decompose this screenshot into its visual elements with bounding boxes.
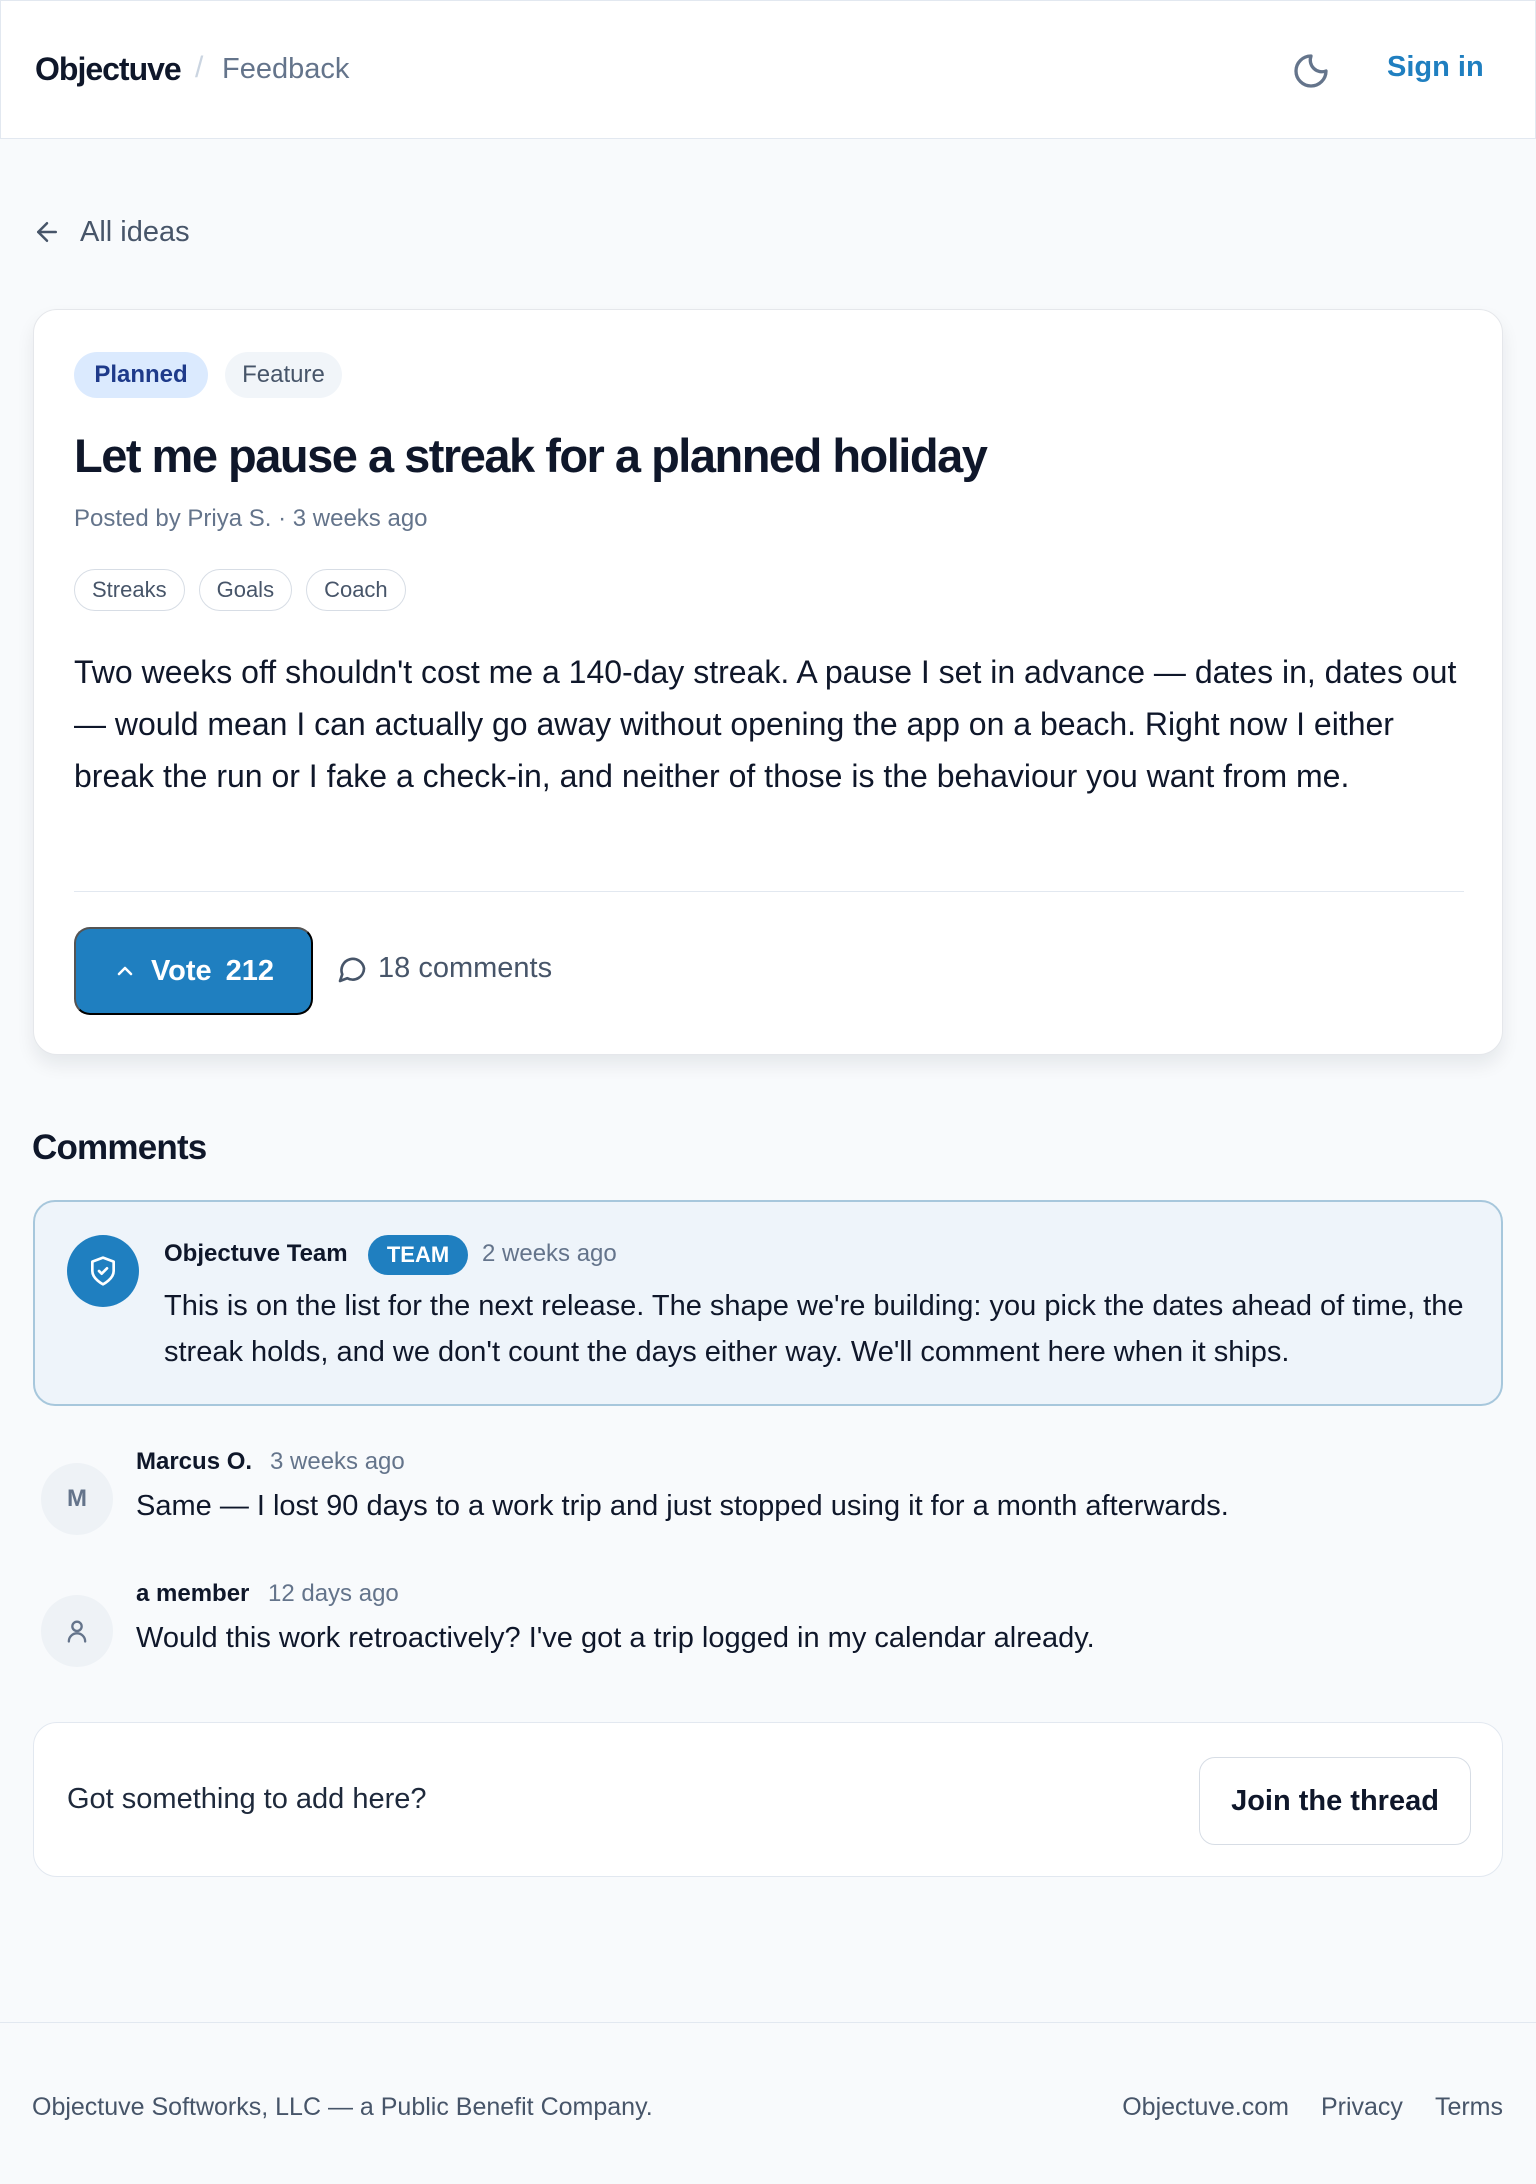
- tag-chip[interactable]: Streaks: [74, 569, 185, 611]
- comments-heading: Comments: [32, 1128, 207, 1167]
- avatar: M: [41, 1463, 113, 1535]
- team-comment: [33, 1200, 1503, 1406]
- brand-logo[interactable]: Objectuve: [35, 51, 181, 87]
- comment-author: Objectuve Team: [164, 1240, 348, 1267]
- vote-button[interactable]: [74, 927, 313, 1015]
- avatar: [41, 1595, 113, 1667]
- tag-chip[interactable]: Goals: [199, 569, 292, 611]
- moon-icon[interactable]: [1291, 51, 1331, 91]
- type-badge: Feature: [225, 352, 342, 398]
- vote-label: Vote: [150, 954, 212, 987]
- join-thread-panel: [33, 1722, 1503, 1877]
- breadcrumb-feedback[interactable]: Feedback: [222, 53, 350, 85]
- comments-count-link[interactable]: [336, 952, 552, 985]
- tag-chip[interactable]: Coach: [306, 569, 406, 611]
- divider: [74, 891, 1464, 892]
- vote-count: 212: [225, 954, 275, 987]
- comment-item: [33, 1580, 1503, 1670]
- comment-text: Would this work retroactively? I've got a trip logged in my calendar already.: [136, 1622, 1095, 1654]
- comment-author: Marcus O.: [136, 1448, 253, 1475]
- site-header: [0, 0, 1536, 139]
- comment-text: This is on the list for the next release. The shape we're building: you pick the dates ahead of time, the streak holds, and we don't count the days either way. We'll comment here when it ships.: [164, 1290, 1464, 1368]
- arrow-left-icon: [32, 217, 62, 247]
- comment-text: Same — I lost 90 days to a work trip and just stopped using it for a month afterwards.: [136, 1490, 1229, 1522]
- comment-time: 2 weeks ago: [482, 1240, 617, 1267]
- comment-author: a member: [136, 1580, 250, 1607]
- comment-time: 3 weeks ago: [270, 1448, 405, 1475]
- footer-link-home[interactable]: Objectuve.com: [1122, 2093, 1289, 2121]
- company-notice: Objectuve Softworks, LLC — a Public Benefit Company.: [32, 2093, 653, 2121]
- comment-time: 12 days ago: [268, 1580, 399, 1607]
- speech-bubble-icon: [336, 953, 368, 985]
- sign-in-link[interactable]: Sign in: [1387, 51, 1484, 83]
- footer-links: [1122, 2093, 1503, 2122]
- tag-list: [74, 569, 406, 611]
- idea-card: [33, 309, 1503, 1055]
- shield-check-icon: [87, 1255, 119, 1287]
- footer-link-privacy[interactable]: Privacy: [1320, 2093, 1403, 2121]
- idea-meta: Posted by Priya S. · 3 weeks ago: [74, 505, 428, 532]
- idea-title: Let me pause a streak for a planned holiday: [74, 429, 987, 482]
- user-icon: [63, 1617, 91, 1645]
- back-to-all-ideas[interactable]: [32, 214, 190, 250]
- comment-item: [33, 1448, 1503, 1538]
- status-badge: Planned: [74, 352, 208, 398]
- back-label: All ideas: [80, 215, 190, 248]
- team-avatar: [67, 1235, 139, 1307]
- chevron-up-icon: [113, 959, 137, 983]
- join-prompt: Got something to add here?: [67, 1783, 427, 1815]
- breadcrumb-separator: /: [195, 51, 204, 84]
- site-footer: [0, 2022, 1536, 2184]
- comments-count-label: 18 comments: [378, 952, 553, 984]
- idea-description: Two weeks off shouldn't cost me a 140-day streak. A pause I set in advance — dates in, dates out — would mean I can actually go away without opening the app on a beach. Right now I either break the run or I fake a check-in, and neither of those is the behaviour you want from me.: [74, 654, 1457, 794]
- join-thread-button[interactable]: Join the thread: [1199, 1757, 1471, 1845]
- footer-link-terms[interactable]: Terms: [1434, 2093, 1503, 2121]
- team-badge: TEAM: [368, 1235, 468, 1275]
